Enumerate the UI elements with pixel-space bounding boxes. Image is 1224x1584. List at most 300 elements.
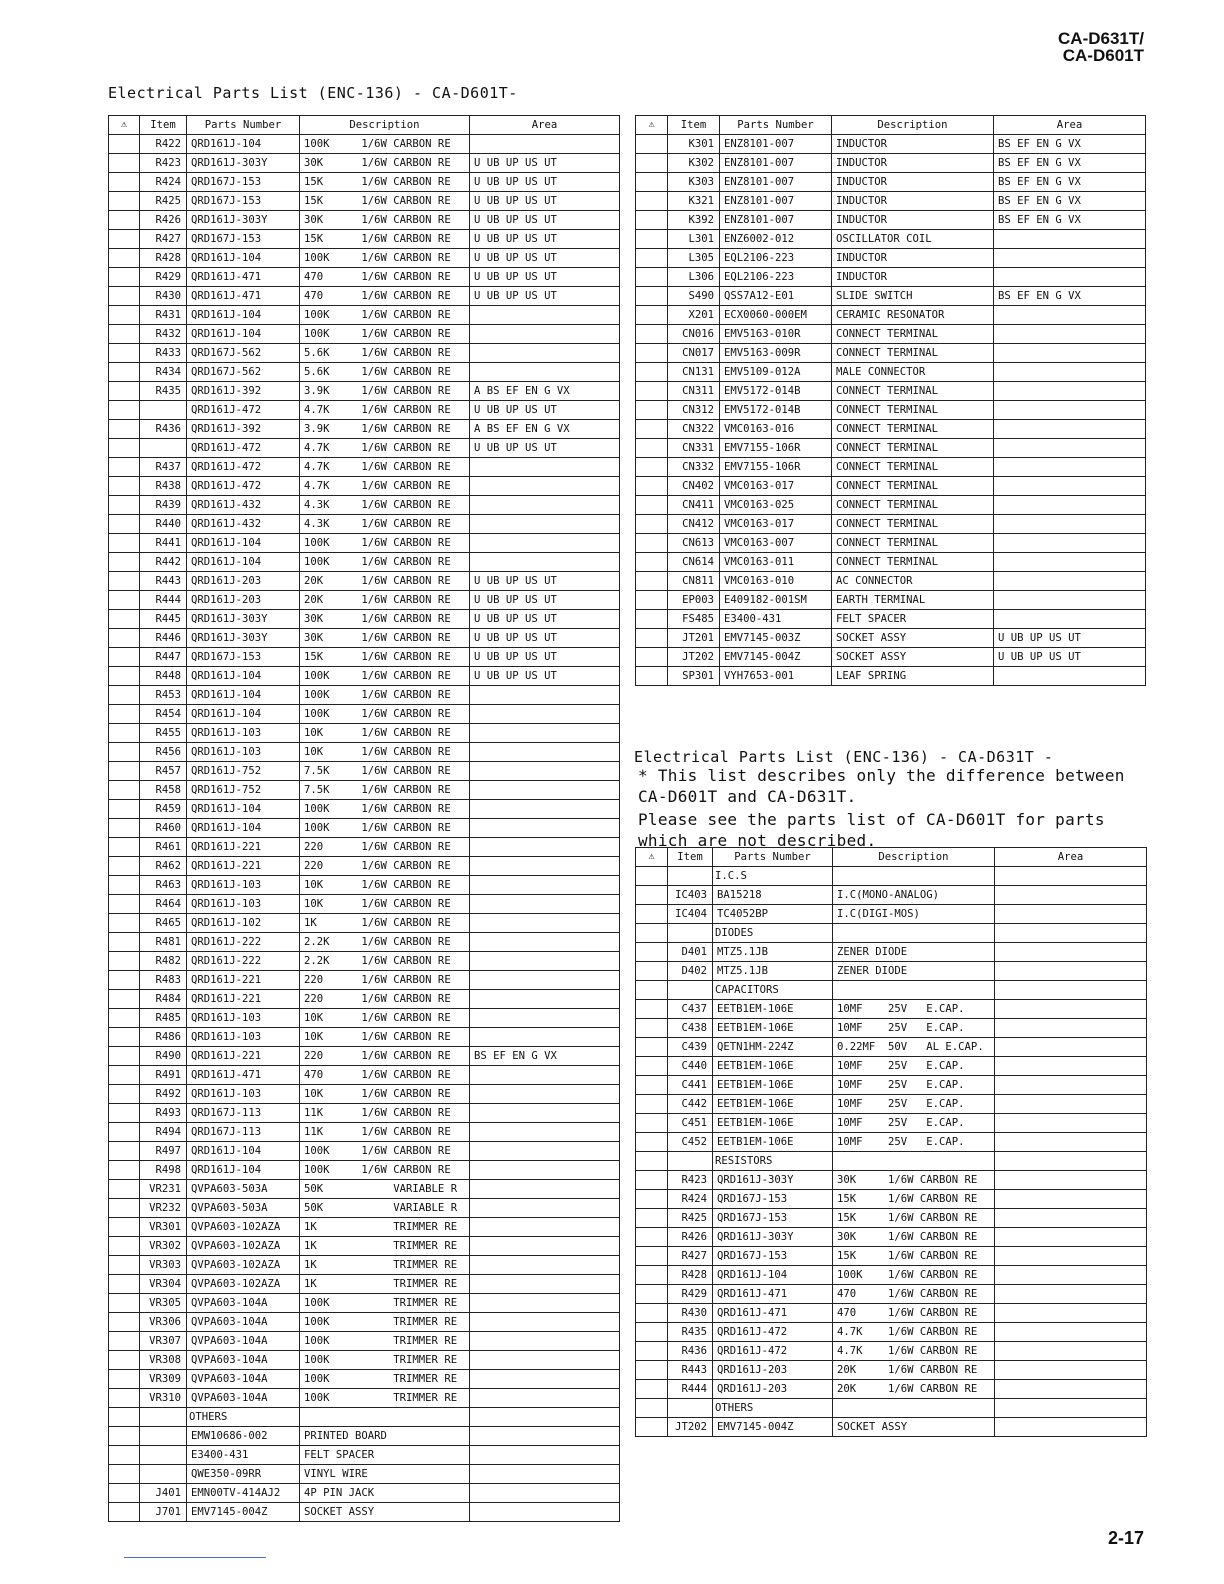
- description-cell: 1K 1/6W CARBON RE: [300, 914, 470, 933]
- item-cell: R437: [140, 458, 187, 477]
- table-row: [109, 553, 620, 572]
- description-cell: ZENER DIODE: [833, 943, 995, 962]
- caution-cell: [109, 268, 140, 287]
- item-cell: R428: [140, 249, 187, 268]
- description-cell: 10K 1/6W CARBON RE: [300, 1009, 470, 1028]
- area-cell: [994, 572, 1146, 591]
- area-cell: [994, 382, 1146, 401]
- table-row: [636, 287, 1146, 306]
- caution-cell: [109, 382, 140, 401]
- parts-number-cell: QRD161J-104: [187, 686, 300, 705]
- description-cell: 20K 1/6W CARBON RE: [833, 1380, 995, 1399]
- item-cell: R438: [140, 477, 187, 496]
- item-cell: S490: [668, 287, 720, 306]
- item-cell: R435: [668, 1323, 713, 1342]
- caution-cell: [636, 1342, 668, 1361]
- parts-number-cell: QRD161J-472: [187, 401, 300, 420]
- description-cell: 10K 1/6W CARBON RE: [300, 876, 470, 895]
- parts-number-cell: QRD161J-104: [187, 800, 300, 819]
- caution-cell: [109, 1009, 140, 1028]
- area-cell: U UB UP US UT: [470, 192, 620, 211]
- area-cell: [470, 933, 620, 952]
- area-cell: [470, 1351, 620, 1370]
- description-cell: SOCKET ASSY: [832, 629, 994, 648]
- table-row: [636, 1209, 1147, 1228]
- caution-cell: [636, 173, 668, 192]
- area-cell: [995, 962, 1147, 981]
- item-cell: JT202: [668, 1418, 713, 1437]
- table-row: [109, 192, 620, 211]
- area-cell: U UB UP US UT: [994, 648, 1146, 667]
- table-row: [636, 325, 1146, 344]
- table-row: [109, 1313, 620, 1332]
- table-row: [109, 1180, 620, 1199]
- area-cell: [995, 981, 1147, 1000]
- table-row: [109, 1389, 620, 1408]
- area-cell: U UB UP US UT: [470, 173, 620, 192]
- table-row: [109, 135, 620, 154]
- table-row: [109, 401, 620, 420]
- table-row: [109, 819, 620, 838]
- description-cell: 220 1/6W CARBON RE: [300, 990, 470, 1009]
- table-row: [109, 268, 620, 287]
- item-cell: SP301: [668, 667, 720, 686]
- area-cell: BS EF EN G VX: [994, 287, 1146, 306]
- caution-cell: [109, 610, 140, 629]
- caution-cell: [109, 1370, 140, 1389]
- caution-cell: [636, 211, 668, 230]
- item-cell: CN614: [668, 553, 720, 572]
- area-cell: [994, 667, 1146, 686]
- table-row: [636, 306, 1146, 325]
- item-cell: [668, 1152, 713, 1171]
- caution-cell: [109, 1427, 140, 1446]
- description-cell: 4.7K 1/6W CARBON RE: [833, 1323, 995, 1342]
- description-cell: 100K 1/6W CARBON RE: [300, 667, 470, 686]
- item-cell: CN331: [668, 439, 720, 458]
- table-row: [109, 306, 620, 325]
- parts-number-cell: QRD161J-103: [187, 895, 300, 914]
- caution-cell: [636, 1323, 668, 1342]
- area-cell: [470, 1123, 620, 1142]
- area-cell: [470, 1085, 620, 1104]
- description-cell: [833, 924, 995, 943]
- table-row: [636, 249, 1146, 268]
- description-cell: 3.9K 1/6W CARBON RE: [300, 420, 470, 439]
- parts-number-cell: QRD161J-472: [713, 1323, 833, 1342]
- area-cell: [995, 867, 1147, 886]
- table-row: [636, 458, 1146, 477]
- caution-cell: [636, 249, 668, 268]
- item-cell: CN311: [668, 382, 720, 401]
- area-cell: U UB UP US UT: [470, 401, 620, 420]
- description-cell: 100K 1/6W CARBON RE: [300, 705, 470, 724]
- description-cell: 4P PIN JACK: [300, 1484, 470, 1503]
- area-cell: [994, 363, 1146, 382]
- area-cell: [995, 886, 1147, 905]
- description-cell: 50K VARIABLE R: [300, 1199, 470, 1218]
- caution-cell: [109, 1484, 140, 1503]
- description-cell: 470 1/6W CARBON RE: [833, 1285, 995, 1304]
- description-cell: LEAF SPRING: [832, 667, 994, 686]
- item-cell: R424: [668, 1190, 713, 1209]
- area-cell: [470, 1142, 620, 1161]
- item-cell: [668, 924, 713, 943]
- area-cell: U UB UP US UT: [470, 230, 620, 249]
- table-row: [109, 344, 620, 363]
- description-cell: 100K 1/6W CARBON RE: [833, 1266, 995, 1285]
- item-cell: CN016: [668, 325, 720, 344]
- description-cell: 10K 1/6W CARBON RE: [300, 1085, 470, 1104]
- description-cell: INDUCTOR: [832, 154, 994, 173]
- description-cell: 20K 1/6W CARBON RE: [300, 591, 470, 610]
- table-row: [109, 1218, 620, 1237]
- description-column-header: Description: [832, 116, 994, 135]
- table-row: [109, 838, 620, 857]
- area-cell: [995, 1019, 1147, 1038]
- parts-number-cell: QRD161J-104: [187, 534, 300, 553]
- item-cell: VR301: [140, 1218, 187, 1237]
- parts-number-cell: VMC0163-017: [720, 515, 832, 534]
- item-cell: R436: [140, 420, 187, 439]
- area-cell: BS EF EN G VX: [994, 173, 1146, 192]
- caution-cell: [109, 515, 140, 534]
- caution-cell: [636, 192, 668, 211]
- caution-cell: [109, 1389, 140, 1408]
- item-cell: R425: [668, 1209, 713, 1228]
- caution-cell: [636, 1057, 668, 1076]
- table-row: [109, 1503, 620, 1522]
- description-cell: 20K 1/6W CARBON RE: [300, 572, 470, 591]
- parts-number-cell: QRD161J-203: [187, 591, 300, 610]
- caution-cell: [109, 1085, 140, 1104]
- parts-number-cell: QRD161J-471: [713, 1285, 833, 1304]
- parts-number-cell: EMV7145-003Z: [720, 629, 832, 648]
- item-cell: R491: [140, 1066, 187, 1085]
- parts-number-cell: QVPA603-102AZA: [187, 1256, 300, 1275]
- table-row: [636, 534, 1146, 553]
- parts-number-cell: EMV5163-009R: [720, 344, 832, 363]
- table-row: [109, 1408, 620, 1427]
- item-cell: R454: [140, 705, 187, 724]
- description-column-header: Description: [833, 848, 995, 867]
- item-cell: R431: [140, 306, 187, 325]
- description-cell: 15K 1/6W CARBON RE: [833, 1247, 995, 1266]
- item-cell: VR305: [140, 1294, 187, 1313]
- area-cell: [470, 743, 620, 762]
- description-cell: 30K 1/6W CARBON RE: [300, 211, 470, 230]
- item-cell: D401: [668, 943, 713, 962]
- description-cell: 30K 1/6W CARBON RE: [300, 610, 470, 629]
- table-row: [636, 924, 1147, 943]
- caution-cell: [109, 553, 140, 572]
- item-cell: R434: [140, 363, 187, 382]
- parts-number-cell: QRD161J-104: [187, 306, 300, 325]
- parts-number-cell: QRD161J-752: [187, 762, 300, 781]
- item-cell: [668, 981, 713, 1000]
- area-cell: U UB UP US UT: [470, 439, 620, 458]
- parts-number-cell: QRD161J-303Y: [187, 610, 300, 629]
- item-cell: CN811: [668, 572, 720, 591]
- description-cell: 7.5K 1/6W CARBON RE: [300, 762, 470, 781]
- item-column-header: Item: [668, 848, 713, 867]
- parts-number-cell: QRD161J-471: [713, 1304, 833, 1323]
- caution-cell: [636, 905, 668, 924]
- table-row: [109, 439, 620, 458]
- item-cell: [140, 439, 187, 458]
- caution-cell: [109, 1142, 140, 1161]
- description-cell: CONNECT TERMINAL: [832, 458, 994, 477]
- area-cell: [470, 1104, 620, 1123]
- area-cell: U UB UP US UT: [470, 211, 620, 230]
- description-cell: 2.2K 1/6W CARBON RE: [300, 933, 470, 952]
- area-cell: [470, 971, 620, 990]
- table-row: [109, 515, 620, 534]
- parts-number-cell: VMC0163-010: [720, 572, 832, 591]
- caution-cell: [636, 1285, 668, 1304]
- item-cell: R445: [140, 610, 187, 629]
- caution-cell: [109, 1066, 140, 1085]
- description-cell: 470 1/6W CARBON RE: [833, 1304, 995, 1323]
- caution-cell: [109, 306, 140, 325]
- table-row: [109, 743, 620, 762]
- caution-cell: [636, 667, 668, 686]
- area-cell: [995, 1247, 1147, 1266]
- table-row: [109, 667, 620, 686]
- area-cell: [470, 135, 620, 154]
- area-cell: [470, 1237, 620, 1256]
- item-cell: [140, 1446, 187, 1465]
- table-row: [109, 724, 620, 743]
- area-cell: [470, 1313, 620, 1332]
- parts-number-cell: QRD161J-471: [187, 287, 300, 306]
- caution-cell: [636, 1361, 668, 1380]
- caution-cell: [636, 496, 668, 515]
- caution-cell: [109, 1237, 140, 1256]
- description-cell: CONNECT TERMINAL: [832, 401, 994, 420]
- area-cell: [995, 1114, 1147, 1133]
- parts-number-cell: EMV5163-010R: [720, 325, 832, 344]
- parts-number-cell: QRD161J-221: [187, 971, 300, 990]
- area-cell: [995, 905, 1147, 924]
- page-number: 2-17: [1107, 1528, 1144, 1548]
- table-row: [636, 363, 1146, 382]
- caution-cell: [636, 1133, 668, 1152]
- table-row: [636, 1076, 1147, 1095]
- item-cell: R465: [140, 914, 187, 933]
- item-cell: R460: [140, 819, 187, 838]
- area-cell: [994, 591, 1146, 610]
- item-cell: R429: [668, 1285, 713, 1304]
- item-cell: R436: [668, 1342, 713, 1361]
- parts-number-cell: QRD161J-221: [187, 1047, 300, 1066]
- d631-note: [638, 766, 1158, 851]
- parts-number-cell: QRD167J-153: [187, 192, 300, 211]
- description-cell: 220 1/6W CARBON RE: [300, 857, 470, 876]
- parts-number-cell: QVPA603-503A: [187, 1180, 300, 1199]
- table-row: [109, 249, 620, 268]
- area-column-header: Area: [470, 116, 620, 135]
- caution-cell: [109, 1028, 140, 1047]
- left-list-title: Electrical Parts List (ENC-136) - CA-D601T-: [108, 84, 518, 102]
- item-cell: R423: [140, 154, 187, 173]
- area-cell: U UB UP US UT: [470, 667, 620, 686]
- area-cell: [470, 1332, 620, 1351]
- area-cell: [470, 553, 620, 572]
- description-cell: 220 1/6W CARBON RE: [300, 838, 470, 857]
- table-row: [109, 211, 620, 230]
- caution-cell: [636, 534, 668, 553]
- area-cell: [995, 1399, 1147, 1418]
- description-cell: INDUCTOR: [832, 249, 994, 268]
- table-row: [636, 1323, 1147, 1342]
- table-row: [636, 962, 1147, 981]
- item-cell: R481: [140, 933, 187, 952]
- parts-number-cell: CAPACITORS: [713, 981, 833, 1000]
- parts-number-cell: EMW10686-002: [187, 1427, 300, 1446]
- table-row: [109, 1351, 620, 1370]
- item-cell: R446: [140, 629, 187, 648]
- caution-cell: [636, 1019, 668, 1038]
- caution-cell: [636, 154, 668, 173]
- caution-cell: [109, 363, 140, 382]
- caution-cell: [636, 458, 668, 477]
- area-cell: U UB UP US UT: [470, 591, 620, 610]
- table-row: [109, 1370, 620, 1389]
- item-cell: R490: [140, 1047, 187, 1066]
- item-cell: C439: [668, 1038, 713, 1057]
- table-row: [109, 1104, 620, 1123]
- table-row: [636, 1266, 1147, 1285]
- item-cell: K302: [668, 154, 720, 173]
- table-row: [109, 610, 620, 629]
- description-cell: [300, 1408, 470, 1427]
- area-cell: U UB UP US UT: [470, 610, 620, 629]
- item-cell: R483: [140, 971, 187, 990]
- description-cell: 0.22MF 50V AL E.CAP.: [833, 1038, 995, 1057]
- parts-number-cell: QRD161J-432: [187, 496, 300, 515]
- caution-cell: [636, 439, 668, 458]
- description-cell: [833, 1399, 995, 1418]
- item-cell: C442: [668, 1095, 713, 1114]
- table-row: [636, 211, 1146, 230]
- area-cell: [470, 1199, 620, 1218]
- caution-cell: [109, 591, 140, 610]
- item-cell: CN312: [668, 401, 720, 420]
- caution-cell: [109, 819, 140, 838]
- area-cell: BS EF EN G VX: [994, 211, 1146, 230]
- parts-number-cell: QVPA603-104A: [187, 1389, 300, 1408]
- caution-cell: [636, 1380, 668, 1399]
- description-cell: CONNECT TERMINAL: [832, 382, 994, 401]
- parts-number-cell: ENZ8101-007: [720, 135, 832, 154]
- parts-number-cell: QRD161J-471: [187, 1066, 300, 1085]
- caution-cell: [636, 363, 668, 382]
- area-cell: [470, 1218, 620, 1237]
- caution-cell: [109, 401, 140, 420]
- item-cell: JT201: [668, 629, 720, 648]
- table-row: [109, 1465, 620, 1484]
- area-cell: [994, 534, 1146, 553]
- table-row: [109, 629, 620, 648]
- description-cell: 100K TRIMMER RE: [300, 1313, 470, 1332]
- parts-number-cell: E3400-431: [720, 610, 832, 629]
- description-cell: INDUCTOR: [832, 192, 994, 211]
- parts-number-cell: EMV7145-004Z: [187, 1503, 300, 1522]
- table-row: [109, 1446, 620, 1465]
- parts-number-cell: QRD167J-113: [187, 1123, 300, 1142]
- description-cell: CONNECT TERMINAL: [832, 344, 994, 363]
- table-row: [109, 1427, 620, 1446]
- item-cell: R463: [140, 876, 187, 895]
- caution-cell: [109, 952, 140, 971]
- description-cell: 220 1/6W CARBON RE: [300, 1047, 470, 1066]
- area-cell: U UB UP US UT: [470, 287, 620, 306]
- area-cell: [470, 705, 620, 724]
- parts-number-cell: QRD161J-104: [187, 667, 300, 686]
- parts-number-cell: QRD167J-562: [187, 363, 300, 382]
- caution-cell: [636, 629, 668, 648]
- area-cell: [994, 477, 1146, 496]
- table-row: [636, 629, 1146, 648]
- caution-cell: [109, 895, 140, 914]
- caution-cell: [109, 1408, 140, 1427]
- item-cell: R428: [668, 1266, 713, 1285]
- area-cell: [994, 458, 1146, 477]
- caution-cell: [636, 867, 668, 886]
- table-row: [636, 135, 1146, 154]
- item-cell: D402: [668, 962, 713, 981]
- note-line-2: CA-D601T and CA-D631T.: [638, 786, 857, 806]
- table-row: [636, 1019, 1147, 1038]
- table-row: [636, 1285, 1147, 1304]
- item-cell: CN411: [668, 496, 720, 515]
- area-cell: [995, 1323, 1147, 1342]
- caution-cell: [636, 1418, 668, 1437]
- table-row: [636, 1342, 1147, 1361]
- description-cell: 4.7K 1/6W CARBON RE: [300, 439, 470, 458]
- table-row: [636, 344, 1146, 363]
- description-cell: 30K 1/6W CARBON RE: [833, 1171, 995, 1190]
- parts-number-cell: QVPA603-104A: [187, 1313, 300, 1332]
- table-row: [109, 1332, 620, 1351]
- item-cell: C452: [668, 1133, 713, 1152]
- caution-cell: [109, 344, 140, 363]
- parts-number-cell: QRD161J-103: [187, 1028, 300, 1047]
- area-cell: [995, 1361, 1147, 1380]
- description-cell: 10MF 25V E.CAP.: [833, 1114, 995, 1133]
- parts-number-cell: QRD161J-221: [187, 857, 300, 876]
- caution-cell: [636, 591, 668, 610]
- item-cell: EP003: [668, 591, 720, 610]
- area-cell: [470, 1275, 620, 1294]
- parts-number-cell: QVPA603-102AZA: [187, 1237, 300, 1256]
- table-row: [109, 857, 620, 876]
- parts-number-cell: QRD161J-102: [187, 914, 300, 933]
- item-cell: R497: [140, 1142, 187, 1161]
- item-cell: L306: [668, 268, 720, 287]
- parts-number-cell: QRD167J-153: [713, 1247, 833, 1266]
- parts-number-cell: QVPA603-104A: [187, 1370, 300, 1389]
- caution-cell: [109, 990, 140, 1009]
- area-cell: [994, 344, 1146, 363]
- description-cell: 30K 1/6W CARBON RE: [300, 629, 470, 648]
- description-cell: CONNECT TERMINAL: [832, 420, 994, 439]
- description-cell: 15K 1/6W CARBON RE: [833, 1190, 995, 1209]
- area-cell: [995, 1342, 1147, 1361]
- parts-number-cell: ENZ8101-007: [720, 211, 832, 230]
- description-column-header: Description: [300, 116, 470, 135]
